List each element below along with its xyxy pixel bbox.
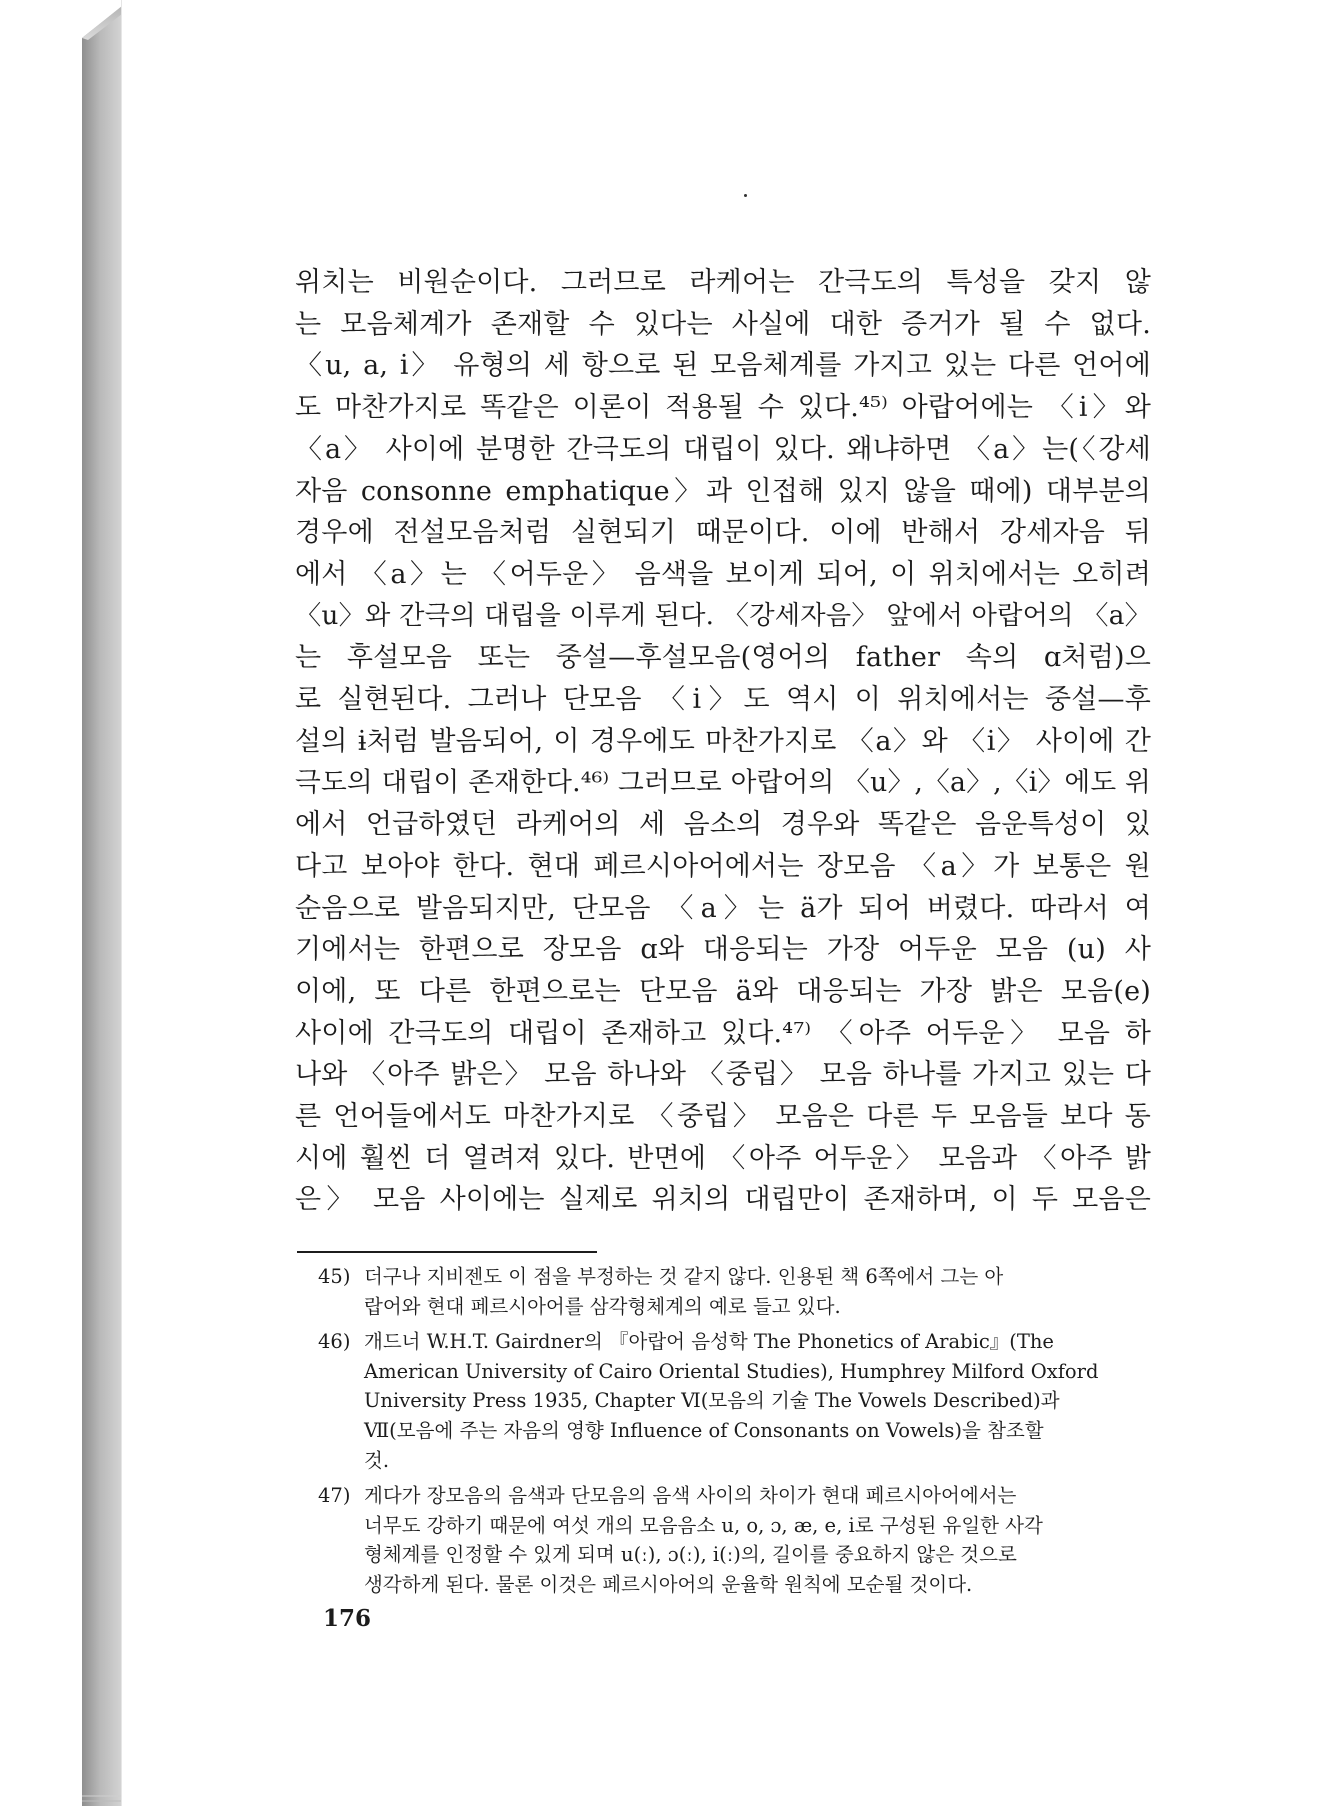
footnote-line: 개드너 W.H.T. Gairdner의 『아랍어 음성학 The Phonetics of Arabic』(The	[364, 1330, 1054, 1354]
footnote-line: 랍어와 현대 페르시아어를 삼각형체계의 예로 들고 있다.	[364, 1294, 841, 1318]
body-line: 나와 〈아주 밝은〉 모음 하나와 〈중립〉 모음 하나를 가지고 있는 다	[295, 1059, 1151, 1091]
footnote-line: 것.	[364, 1448, 390, 1472]
body-line: 기에서는 한편으로 장모음 ɑ와 대응되는 가장 어두운 모음 (u) 사	[295, 934, 1151, 966]
body-line: 이에, 또 다른 한편으로는 단모음 ä와 대응되는 가장 밝은 모음(e)	[295, 975, 1151, 1007]
body-line: 〈u, a, i〉 유형의 세 항으로 된 모음체계를 가지고 있는 다른 언어에	[295, 350, 1151, 382]
footnote-line: Ⅶ(모음에 주는 자음의 영향 Influence of Consonants on Vowels)을 참조할	[364, 1418, 1044, 1442]
body-line: 〈u〉와 간극의 대립을 이루게 된다. 〈강세자음〉 앞에서 아랍어의 〈a〉	[295, 600, 1151, 631]
footnote-number: 47)	[318, 1484, 351, 1508]
footnote-divider	[297, 1251, 597, 1253]
body-line: 극도의 대립이 존재한다.⁴⁶⁾ 그러므로 아랍어의 〈u〉,〈a〉,〈i〉에도 위	[295, 767, 1151, 799]
footnote-line: 게다가 장모음의 음색과 단모음의 음색 사이의 차이가 현대 페르시아어에서는	[364, 1484, 1017, 1508]
body-line: 자음 consonne emphatique〉과 인접해 있지 않을 때에) 대부분의	[295, 475, 1151, 507]
body-line: 로 실현된다. 그러나 단모음 〈i〉도 역시 이 위치에서는 중설—후	[295, 684, 1151, 716]
body-line: 다고 보아야 한다. 현대 페르시아어에서는 장모음 〈a〉가 보통은 원	[295, 850, 1151, 882]
body-line: 위치는 비원순이다. 그러므로 라케어는 간극도의 특성을 갖지 않	[295, 267, 1151, 298]
footnote	[318, 1262, 1154, 1321]
body-paragraph	[295, 262, 1151, 1221]
body-line: 는 후설모음 또는 중설—후설모음(영어의 father 속의 ɑ처럼)으	[295, 642, 1151, 674]
footnote-number: 45)	[318, 1265, 351, 1288]
page-number: 176	[323, 1605, 372, 1632]
body-line: 에서 언급하였던 라케어의 세 음소의 경우와 똑같은 음운특성이 있	[295, 809, 1151, 841]
body-line: 순음으로 발음되지만, 단모음 〈a〉는 ä가 되어 버렸다. 따라서 여	[295, 892, 1151, 924]
body-line: 〈a〉 사이에 분명한 간극도의 대립이 있다. 왜냐하면 〈a〉는(〈강세	[295, 433, 1151, 465]
footnote-line: 형체계를 인정할 수 있게 되며 u(ː), ɔ(ː), i(ː)의, 길이를 중요하지 않은 것으로	[364, 1543, 1017, 1567]
body-line: 설의 ɨ처럼 발음되어, 이 경우에도 마찬가지로 〈a〉와 〈i〉 사이에 간	[295, 725, 1151, 757]
footnote-line: University Press 1935, Chapter Ⅵ(모음의 기술 The Vowels Described)과	[364, 1389, 1060, 1413]
body-line: 은〉 모음 사이에는 실제로 위치의 대립만이 존재하며, 이 두 모음은	[295, 1184, 1151, 1216]
footnotes	[318, 1262, 1154, 1606]
footnote-line: American University of Cairo Oriental Studies), Humphrey Milford Oxford	[364, 1359, 1099, 1383]
body-line: 에서 〈a〉는 〈어두운〉 음색을 보이게 되어, 이 위치에서는 오히려	[295, 558, 1151, 590]
footnote-number: 46)	[318, 1330, 351, 1354]
footnote	[318, 1327, 1154, 1475]
body-line: 는 모음체계가 존재할 수 있다는 사실에 대한 증거가 될 수 없다.	[295, 308, 1151, 340]
body-line: 도 마찬가지로 똑같은 이론이 적용될 수 있다.⁴⁵⁾ 아랍어에는 〈i〉와	[295, 392, 1151, 424]
footnote-line: 생각하게 된다. 물론 이것은 페르시아어의 운율학 원칙에 모순될 것이다.	[364, 1572, 973, 1596]
footnote-line: 더구나 지비젠도 이 점을 부정하는 것 같지 않다. 인용된 책 6쪽에서 그는 아	[364, 1265, 1004, 1288]
footnote	[318, 1481, 1154, 1599]
body-line: 경우에 전설모음처럼 실현되기 때문이다. 이에 반해서 강세자음 뒤	[295, 517, 1151, 549]
body-line: 른 언어들에서도 마찬가지로 〈중립〉 모음은 다른 두 모음들 보다 동	[295, 1101, 1151, 1133]
body-line: 사이에 간극도의 대립이 존재하고 있다.⁴⁷⁾ 〈아주 어두운〉 모음 하	[295, 1017, 1151, 1049]
print-speck	[744, 194, 747, 197]
footnote-line: 너무도 강하기 때문에 여섯 개의 모음음소 u, o, ɔ, æ, e, i로 구성된 유일한 사각	[364, 1513, 1043, 1537]
body-line: 시에 훨씬 더 열려져 있다. 반면에 〈아주 어두운〉 모음과 〈아주 밝	[295, 1142, 1151, 1174]
